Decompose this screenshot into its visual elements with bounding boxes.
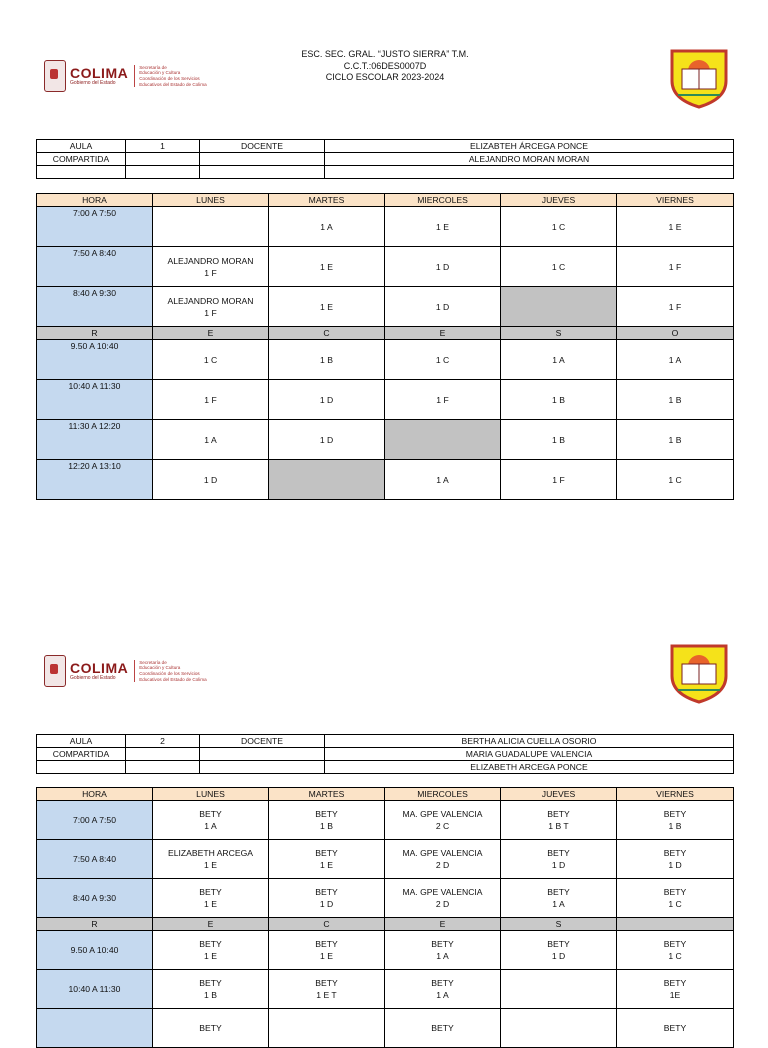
colima-brand: COLIMA Gobierno del Estado: [70, 65, 129, 86]
time-slot: 9.50 A 10:40: [37, 340, 153, 380]
recess-cell: [617, 918, 734, 931]
cell-line: BETY: [315, 887, 338, 897]
info-cell: [37, 166, 126, 179]
class-cell: [617, 879, 734, 918]
info-row: [37, 166, 734, 179]
class-cell: [501, 207, 617, 247]
class-cell: [617, 840, 734, 879]
class-cell: [385, 801, 501, 840]
class-cell: [385, 1009, 501, 1048]
cell-line: 1 D: [668, 860, 682, 870]
recess-cell: C: [269, 327, 385, 340]
class-cell: [153, 460, 269, 500]
class-cell: [501, 970, 617, 1009]
schedule-row: [37, 801, 734, 840]
cell-line: 1 A: [436, 990, 449, 1000]
time-slot: 7:00 A 7:50: [37, 801, 153, 840]
cell-line: BETY: [431, 939, 454, 949]
schedule-header-row: [37, 194, 734, 207]
cell-line: 1 A: [204, 434, 217, 445]
info-cell: DOCENTE: [200, 735, 325, 748]
cell-line: 1 C: [551, 221, 566, 232]
cell-line: 1 A: [436, 951, 449, 961]
schedule-row: [37, 207, 734, 247]
cell-line: 1 E: [436, 221, 449, 232]
class-cell: [269, 420, 385, 460]
column-header: HORA: [37, 194, 153, 207]
schedule-row: [37, 840, 734, 879]
info-cell: [200, 166, 325, 179]
class-cell: [501, 247, 617, 287]
time-slot: 10:40 A 11:30: [37, 380, 153, 420]
info-cell: DOCENTE: [200, 140, 325, 153]
cell-line: MA. GPE VALENCIA: [402, 809, 483, 819]
cell-line: 1 B: [204, 990, 217, 1000]
class-cell: [385, 207, 501, 247]
time-slot: 8:40 A 9:30: [37, 879, 153, 918]
cell-line: 1 F: [204, 394, 217, 405]
class-cell: [617, 460, 734, 500]
cell-line: 1 F: [668, 301, 682, 312]
info-row: [37, 761, 734, 774]
cell-line: 2 D: [435, 899, 450, 909]
recess-cell: E: [385, 918, 501, 931]
class-cell: [385, 970, 501, 1009]
cell-line: 1E: [669, 990, 681, 1000]
class-cell: [385, 287, 501, 327]
info-cell: ALEJANDRO MORAN MORAN: [325, 153, 734, 166]
info-table-aula-2: [36, 734, 734, 774]
cell-line: 1 F: [204, 267, 217, 278]
schedule-row: [37, 287, 734, 327]
schedule-row: [37, 380, 734, 420]
cell-line: 1 F: [668, 261, 682, 272]
column-header: MIERCOLES: [385, 194, 501, 207]
column-header: LUNES: [153, 194, 269, 207]
cell-line: 1 B: [320, 821, 333, 831]
column-header: MARTES: [269, 194, 385, 207]
class-cell: [269, 931, 385, 970]
time-slot: 10:40 A 11:30: [37, 970, 153, 1009]
class-cell: [153, 1009, 269, 1048]
cell-line: ALEJANDRO MORAN: [167, 295, 254, 306]
cell-line: BETY: [663, 809, 687, 819]
cell-line: BETY: [663, 939, 687, 949]
class-cell: [617, 931, 734, 970]
schedule-body: [37, 788, 734, 1048]
class-cell: [385, 931, 501, 970]
info-row: [37, 735, 734, 748]
cell-line: 1 C: [435, 354, 450, 365]
class-cell: [501, 879, 617, 918]
colima-logo: [44, 655, 211, 687]
cell-line: BETY: [199, 978, 222, 988]
cell-line: BETY: [315, 978, 338, 988]
recess-cell: C: [269, 918, 385, 931]
school-header: [230, 49, 540, 84]
column-header: VIERNES: [617, 194, 734, 207]
cell-line: 1 C: [668, 951, 682, 961]
recess-cell: S: [501, 918, 617, 931]
info-cell: BERTHA ALICIA CUELLA OSORIO: [325, 735, 734, 748]
schedule-row: [37, 420, 734, 460]
recess-row: [37, 327, 734, 340]
cell-line: 1 D: [435, 261, 450, 272]
class-cell: [269, 287, 385, 327]
schedule-table-aula-1: [36, 193, 734, 500]
info-cell: [126, 761, 200, 774]
cell-line: 1 B: [320, 354, 333, 365]
cell-line: BETY: [431, 978, 454, 988]
cell-line: 2 C: [435, 821, 450, 831]
class-cell: [501, 287, 617, 327]
class-cell: [617, 420, 734, 460]
column-header: MIERCOLES: [385, 788, 501, 801]
school-name: ESC. SEC. GRAL. “JUSTO SIERRA” T.M.: [301, 49, 469, 59]
class-cell: [153, 801, 269, 840]
cell-line: 1 A: [436, 474, 449, 485]
class-cell: [617, 340, 734, 380]
class-cell: [153, 340, 269, 380]
info-table-aula-1: [36, 139, 734, 179]
cell-line: BETY: [547, 887, 570, 897]
column-header: MARTES: [269, 788, 385, 801]
cell-line: 1 E: [320, 951, 333, 961]
cell-line: 1 B T: [548, 821, 569, 831]
colima-dept: Secretaría de Educación y Cultura Coordinación de los Servicios Educativos del Estado de Colima: [134, 65, 211, 87]
recess-cell: E: [385, 327, 501, 340]
cell-line: 1 A: [204, 821, 217, 831]
class-cell: [269, 1009, 385, 1048]
schedule-header-row: [37, 788, 734, 801]
column-header: JUEVES: [501, 194, 617, 207]
cell-line: MA. GPE VALENCIA: [402, 887, 483, 897]
class-cell: [153, 207, 269, 247]
class-cell: [153, 420, 269, 460]
info-cell: ELIZABTEH ÁRCEGA PONCE: [325, 140, 734, 153]
cell-line: 1 F: [436, 394, 449, 405]
info-cell: AULA: [37, 140, 126, 153]
class-cell: [153, 970, 269, 1009]
time-slot: 9.50 A 10:40: [37, 931, 153, 970]
recess-cell: O: [617, 327, 734, 340]
cell-line: 1 D: [319, 394, 334, 405]
class-cell: [501, 1009, 617, 1048]
class-cell: [153, 287, 269, 327]
schedule-row: [37, 931, 734, 970]
school-cct: C.C.T.:06DES0007D: [343, 60, 427, 71]
cell-line: 1 E: [320, 301, 333, 312]
cell-line: ELIZABETH ARCEGA: [167, 848, 253, 858]
info-row: [37, 153, 734, 166]
recess-cell: S: [501, 327, 617, 340]
cell-line: 1 B: [668, 434, 682, 445]
cell-line: 1 E: [320, 860, 333, 870]
cell-line: 1 C: [668, 899, 682, 909]
info-cell: 1: [126, 140, 200, 153]
schedule-row: [37, 460, 734, 500]
recess-cell: R: [37, 918, 153, 931]
cell-line: 1 A: [552, 899, 565, 909]
info-cell: [200, 748, 325, 761]
cell-line: 1 D: [551, 951, 566, 961]
class-cell: [269, 380, 385, 420]
class-cell: [269, 801, 385, 840]
info-cell: ELIZABETH ARCEGA PONCE: [325, 761, 734, 774]
column-header: HORA: [37, 788, 153, 801]
cell-line: BETY: [547, 939, 570, 949]
time-slot: 7:50 A 8:40: [37, 247, 153, 287]
class-cell: [501, 801, 617, 840]
time-slot: 7:00 A 7:50: [37, 207, 153, 247]
class-cell: [385, 840, 501, 879]
class-cell: [501, 380, 617, 420]
info-cell: [325, 166, 734, 179]
class-cell: [617, 380, 734, 420]
cell-line: 1 B: [552, 434, 565, 445]
class-cell: [385, 460, 501, 500]
cell-line: BETY: [199, 887, 222, 897]
colima-seal-icon: [44, 655, 66, 687]
info-cell: [126, 748, 200, 761]
class-cell: [153, 840, 269, 879]
cell-line: 1 A: [668, 354, 682, 365]
class-cell: [269, 879, 385, 918]
class-cell: [269, 840, 385, 879]
class-cell: [501, 460, 617, 500]
class-cell: [385, 420, 501, 460]
schedule-row: [37, 970, 734, 1009]
cell-line: BETY: [547, 848, 570, 858]
cell-line: 2 D: [435, 860, 450, 870]
column-header: LUNES: [153, 788, 269, 801]
cell-line: 1 F: [552, 474, 565, 485]
recess-row: [37, 918, 734, 931]
class-cell: [501, 340, 617, 380]
class-cell: [501, 420, 617, 460]
schedule-row: [37, 340, 734, 380]
cell-line: 1 C: [203, 354, 218, 365]
time-slot: 8:40 A 9:30: [37, 287, 153, 327]
cell-line: BETY: [199, 939, 222, 949]
column-header: VIERNES: [617, 788, 734, 801]
cell-line: 1 C: [668, 474, 682, 485]
cell-line: BETY: [199, 809, 222, 819]
colima-brand: COLIMA Gobierno del Estado: [70, 660, 129, 681]
cell-line: BETY: [663, 1023, 687, 1033]
cell-line: BETY: [315, 809, 338, 819]
cell-line: 1 A: [552, 354, 565, 365]
column-header: JUEVES: [501, 788, 617, 801]
cell-line: 1 D: [319, 434, 334, 445]
cell-line: 1 D: [319, 899, 334, 909]
cell-line: 1 E: [320, 261, 333, 272]
class-cell: [385, 340, 501, 380]
info-cell: [126, 166, 200, 179]
class-cell: [153, 879, 269, 918]
cell-line: 1 E: [668, 221, 682, 232]
cell-line: ALEJANDRO MORAN: [167, 255, 254, 266]
cell-line: BETY: [547, 809, 570, 819]
class-cell: [617, 247, 734, 287]
cell-line: 1 D: [551, 860, 566, 870]
class-cell: [385, 380, 501, 420]
class-cell: [385, 879, 501, 918]
class-cell: [269, 340, 385, 380]
cell-line: 1 A: [320, 221, 333, 232]
info-cell: MARIA GUADALUPE VALENCIA: [325, 748, 734, 761]
time-slot: 11:30 A 12:20: [37, 420, 153, 460]
colima-seal-icon: [44, 60, 66, 92]
cell-line: BETY: [315, 939, 338, 949]
class-cell: [501, 931, 617, 970]
info-cell: COMPARTIDA: [37, 748, 126, 761]
info-cell: COMPARTIDA: [37, 153, 126, 166]
cell-line: BETY: [663, 978, 687, 988]
class-cell: [617, 801, 734, 840]
cell-line: BETY: [663, 848, 687, 858]
class-cell: [269, 970, 385, 1009]
time-slot: [37, 1009, 153, 1048]
cell-line: BETY: [315, 848, 338, 858]
cell-line: 1 E T: [316, 990, 337, 1000]
info-cell: 2: [126, 735, 200, 748]
class-cell: [617, 1009, 734, 1048]
recess-cell: E: [153, 327, 269, 340]
class-cell: [269, 460, 385, 500]
cell-line: 1 D: [435, 301, 450, 312]
cell-line: 1 F: [204, 307, 217, 318]
cell-line: BETY: [431, 1023, 454, 1033]
colima-logo: [44, 60, 211, 92]
info-cell: AULA: [37, 735, 126, 748]
cell-line: 1 E: [204, 899, 217, 909]
time-slot: 12:20 A 13:10: [37, 460, 153, 500]
school-crest-icon: [668, 640, 730, 709]
cell-line: BETY: [663, 887, 687, 897]
class-cell: [153, 931, 269, 970]
time-slot: 7:50 A 8:40: [37, 840, 153, 879]
info-cell: [126, 153, 200, 166]
class-cell: [269, 247, 385, 287]
cell-line: 1 B: [668, 821, 682, 831]
class-cell: [269, 207, 385, 247]
school-cycle: CICLO ESCOLAR 2023-2024: [325, 72, 445, 82]
class-cell: [501, 840, 617, 879]
class-cell: [617, 970, 734, 1009]
schedule-row: [37, 1009, 734, 1048]
schedule-body: [37, 194, 734, 500]
recess-cell: R: [37, 327, 153, 340]
cell-line: 1 E: [204, 860, 217, 870]
class-cell: [617, 287, 734, 327]
class-cell: [385, 247, 501, 287]
info-cell: [200, 761, 325, 774]
schedule-table-aula-2: [36, 787, 734, 1048]
recess-cell: E: [153, 918, 269, 931]
info-row: [37, 748, 734, 761]
school-crest-icon: [668, 45, 730, 114]
cell-line: 1 D: [203, 474, 218, 485]
cell-line: 1 B: [552, 394, 565, 405]
colima-dept: Secretaría de Educación y Cultura Coordinación de los Servicios Educativos del Estado de Colima: [134, 660, 211, 682]
cell-line: 1 B: [668, 394, 682, 405]
schedule-row: [37, 879, 734, 918]
cell-line: 1 E: [204, 951, 217, 961]
info-row: [37, 140, 734, 153]
info-cell: [200, 153, 325, 166]
schedule-row: [37, 247, 734, 287]
cell-line: 1 C: [551, 261, 566, 272]
class-cell: [153, 247, 269, 287]
class-cell: [617, 207, 734, 247]
info-cell: [37, 761, 126, 774]
class-cell: [153, 380, 269, 420]
cell-line: BETY: [199, 1023, 222, 1033]
cell-line: MA. GPE VALENCIA: [402, 848, 483, 858]
